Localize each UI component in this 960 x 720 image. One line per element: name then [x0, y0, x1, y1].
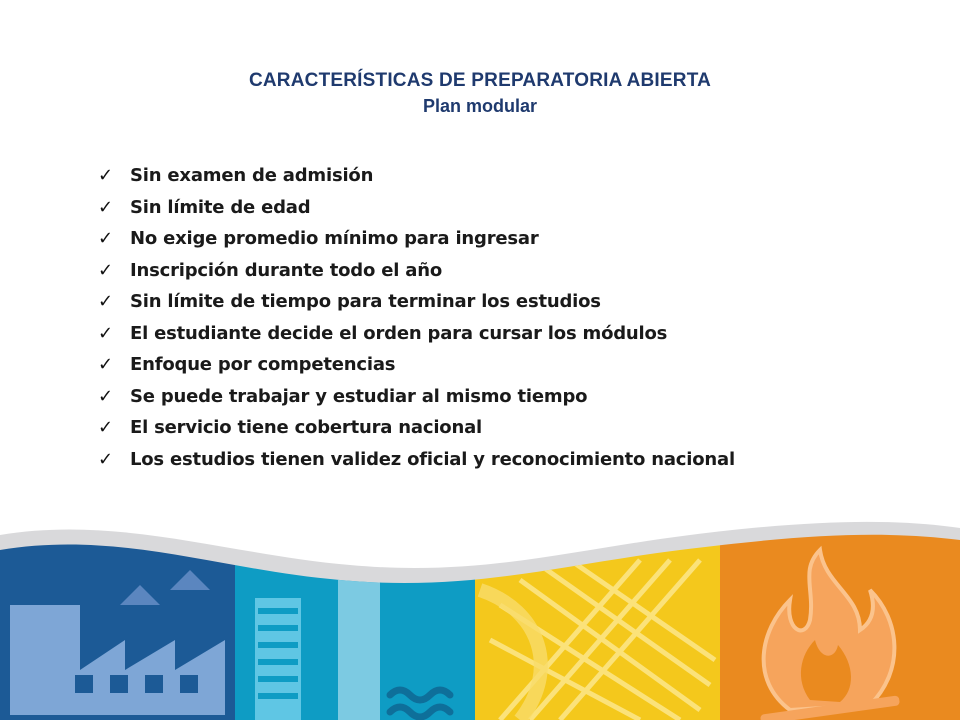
list-item — [98, 192, 735, 224]
checkmark-icon: ✓ — [98, 259, 113, 281]
checkmark-icon: ✓ — [98, 322, 113, 344]
list-item — [98, 255, 735, 287]
feature-text: Sin examen de admisión — [130, 165, 374, 187]
checkmark-icon: ✓ — [98, 385, 113, 407]
list-item — [98, 223, 735, 255]
feature-text: El estudiante decide el orden para cursar los módulos — [130, 322, 668, 344]
feature-text: Sin límite de edad — [130, 196, 311, 218]
checkmark-icon: ✓ — [98, 354, 113, 376]
checkmark-icon: ✓ — [98, 448, 113, 470]
feature-text: No exige promedio mínimo para ingresar — [130, 228, 539, 250]
slide-title-block — [0, 70, 960, 117]
list-item — [98, 412, 735, 444]
building-icon — [255, 598, 301, 720]
feature-text: Los estudios tienen validez oficial y reconocimiento nacional — [130, 448, 735, 470]
features-list — [98, 160, 735, 475]
checkmark-icon: ✓ — [98, 165, 113, 187]
checkmark-icon: ✓ — [98, 291, 113, 313]
list-item — [98, 286, 735, 318]
slide-subtitle: Plan modular — [422, 96, 538, 116]
list-item — [98, 160, 735, 192]
list-item — [98, 381, 735, 413]
feature-text: Se puede trabajar y estudiar al mismo tiempo — [130, 385, 588, 407]
list-item — [98, 349, 735, 381]
feature-text: Inscripción durante todo el año — [130, 259, 442, 281]
checkmark-icon: ✓ — [98, 196, 113, 218]
feature-text: Enfoque por competencias — [130, 354, 396, 376]
list-item — [98, 318, 735, 350]
decorative-footer-banner — [0, 510, 960, 720]
slide-title: CARACTERÍSTICAS DE PREPARATORIA ABIERTA — [248, 70, 712, 91]
list-item — [98, 444, 735, 476]
feature-text: Sin límite de tiempo para terminar los estudios — [130, 291, 601, 313]
checkmark-icon: ✓ — [98, 228, 113, 250]
feature-text: El servicio tiene cobertura nacional — [130, 417, 482, 439]
checkmark-icon: ✓ — [98, 417, 113, 439]
